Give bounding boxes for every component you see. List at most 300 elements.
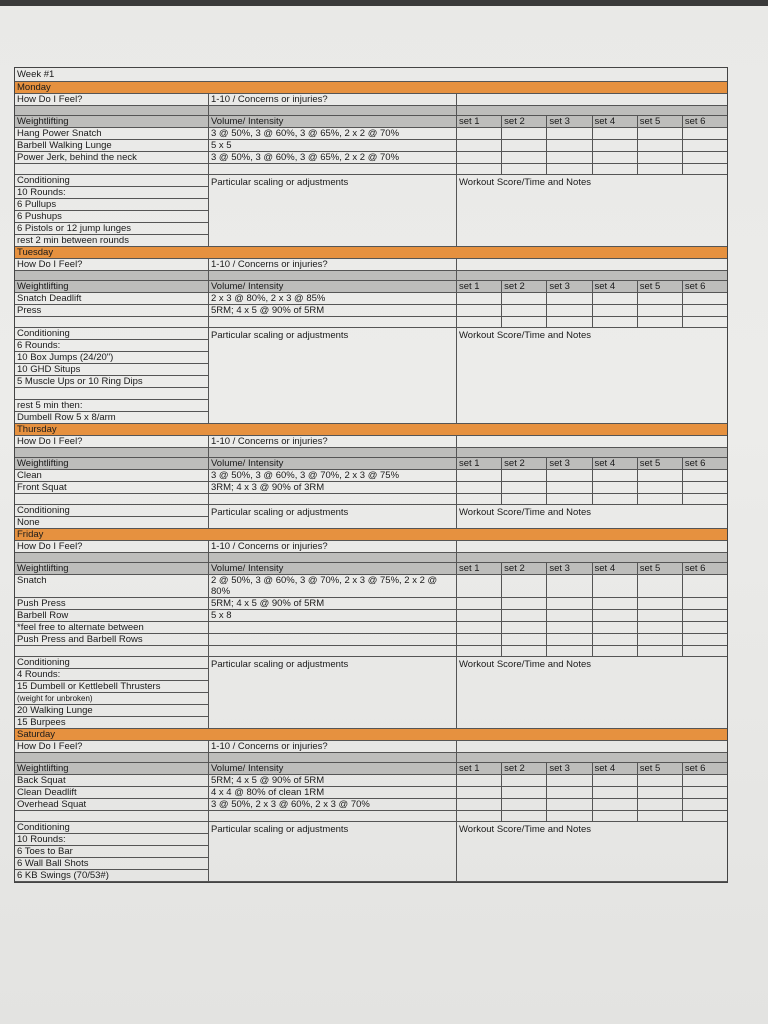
set-cell xyxy=(683,610,727,621)
spacer xyxy=(15,106,209,115)
feel-label: How Do I Feel? xyxy=(15,94,209,105)
conditioning-item: 10 Rounds: xyxy=(15,834,208,846)
feel-row xyxy=(15,259,727,271)
set-cell xyxy=(502,598,547,609)
set-cell: set 2 xyxy=(502,116,547,127)
spacer-row xyxy=(15,753,727,763)
set-cell xyxy=(638,634,683,645)
lift-name: Snatch xyxy=(15,575,209,597)
set-cell xyxy=(638,305,683,316)
lift-volume: 5RM; 4 x 5 @ 90% of 5RM xyxy=(209,598,457,609)
set-cell xyxy=(457,470,502,481)
spacer xyxy=(457,553,727,562)
set-cells xyxy=(457,799,727,810)
set-cell: set 3 xyxy=(547,116,592,127)
set-cells xyxy=(457,634,727,645)
feel-label: How Do I Feel? xyxy=(15,436,209,447)
conditioning-label: Conditioning xyxy=(15,505,208,517)
set-cell: set 2 xyxy=(502,563,547,574)
lift-name: Back Squat xyxy=(15,775,209,786)
set-cell xyxy=(683,164,727,174)
set-cell xyxy=(547,787,592,798)
set-cell xyxy=(683,634,727,645)
weightlifting-header xyxy=(15,458,727,470)
lift-name: Press xyxy=(15,305,209,316)
spacer xyxy=(15,753,209,762)
conditioning-block xyxy=(15,505,727,529)
set-cell xyxy=(638,140,683,151)
volume-label: Volume/ Intensity xyxy=(209,281,457,292)
set-cell xyxy=(593,799,638,810)
set-cell xyxy=(502,293,547,304)
conditioning-item: 15 Burpees xyxy=(17,717,66,728)
set-cell: set 2 xyxy=(502,281,547,292)
set-cell xyxy=(502,575,547,597)
set-cell xyxy=(547,152,592,163)
set-cell xyxy=(638,775,683,786)
conditioning-item: Dumbell Row 5 x 8/arm xyxy=(17,412,116,423)
concerns-label: 1-10 / Concerns or injuries? xyxy=(209,259,457,270)
lift-row xyxy=(15,787,727,799)
lift-row xyxy=(15,799,727,811)
conditioning-item: rest 2 min between rounds xyxy=(17,235,129,246)
weightlifting-header xyxy=(15,563,727,575)
feel-notes xyxy=(457,436,727,447)
concerns-label: 1-10 / Concerns or injuries? xyxy=(209,94,457,105)
scaling-label: Particular scaling or adjustments xyxy=(209,822,457,881)
set-cell xyxy=(547,646,592,656)
set-cells xyxy=(457,598,727,609)
conditioning-item: 4 Rounds: xyxy=(15,669,208,681)
set-cell xyxy=(638,598,683,609)
set-cell xyxy=(457,787,502,798)
empty xyxy=(209,164,457,174)
volume-label: Volume/ Intensity xyxy=(209,563,457,574)
conditioning-block xyxy=(15,657,727,729)
lift-row xyxy=(15,293,727,305)
set-cells xyxy=(457,575,727,597)
conditioning-item: 6 Pullups xyxy=(15,199,208,211)
spacer xyxy=(15,448,209,457)
set-cells xyxy=(457,763,727,774)
conditioning-item: 6 Pistols or 12 jump lunges xyxy=(15,223,208,235)
set-cell xyxy=(457,152,502,163)
set-cell xyxy=(593,152,638,163)
lift-row xyxy=(15,140,727,152)
lift-row xyxy=(15,152,727,164)
empty xyxy=(209,811,457,821)
spacer xyxy=(15,553,209,562)
conditioning-list xyxy=(15,822,209,881)
empty xyxy=(15,811,209,821)
lift-row xyxy=(15,622,727,634)
set-cell xyxy=(457,634,502,645)
spacer-row xyxy=(15,106,727,116)
set-cell: set 5 xyxy=(638,458,683,469)
conditioning-item: 15 Dumbell or Kettlebell Thrusters xyxy=(15,681,208,693)
set-cell xyxy=(547,494,592,504)
set-cell: set 2 xyxy=(502,458,547,469)
set-cell xyxy=(457,775,502,786)
set-cell xyxy=(593,575,638,597)
conditioning-item: 20 Walking Lunge xyxy=(15,705,208,717)
set-cell: set 5 xyxy=(638,763,683,774)
feel-notes xyxy=(457,94,727,105)
lift-name: *feel free to alternate between xyxy=(15,622,209,633)
set-cell xyxy=(457,140,502,151)
concerns-label: 1-10 / Concerns or injuries? xyxy=(209,741,457,752)
set-cells xyxy=(457,563,727,574)
scaling-label: Particular scaling or adjustments xyxy=(209,175,457,246)
feel-notes xyxy=(457,541,727,552)
spacer xyxy=(15,271,209,280)
conditioning-block xyxy=(15,175,727,247)
set-cell xyxy=(683,140,727,151)
set-cell xyxy=(502,317,547,327)
set-cells xyxy=(457,140,727,151)
set-cell: set 3 xyxy=(547,458,592,469)
set-cell xyxy=(457,164,502,174)
lift-volume: 3RM; 4 x 3 @ 90% of 3RM xyxy=(209,482,457,493)
weightlifting-label: Weightlifting xyxy=(15,281,209,292)
set-cell xyxy=(547,164,592,174)
set-cell xyxy=(638,646,683,656)
set-cell xyxy=(593,470,638,481)
set-cell: set 4 xyxy=(593,116,638,127)
set-cell xyxy=(683,787,727,798)
set-cell xyxy=(638,164,683,174)
conditioning-item: 5 Muscle Ups or 10 Ring Dips xyxy=(15,376,208,388)
set-cell xyxy=(638,470,683,481)
set-cell xyxy=(683,482,727,493)
scaling-label: Particular scaling or adjustments xyxy=(209,657,457,728)
lift-volume: 4 x 4 @ 80% of clean 1RM xyxy=(209,787,457,798)
lift-volume: 3 @ 50%, 2 x 3 @ 60%, 2 x 3 @ 70% xyxy=(209,799,457,810)
set-cell xyxy=(502,787,547,798)
set-cells xyxy=(457,494,727,504)
set-cell: set 1 xyxy=(457,281,502,292)
set-cell xyxy=(593,494,638,504)
lift-row-empty xyxy=(15,811,727,822)
set-cells xyxy=(457,775,727,786)
spacer xyxy=(209,106,457,115)
day-header-saturday: Saturday xyxy=(15,729,727,741)
set-cell xyxy=(502,494,547,504)
scaling-label: Particular scaling or adjustments xyxy=(209,505,457,528)
set-cell xyxy=(457,128,502,139)
weightlifting-label: Weightlifting xyxy=(15,458,209,469)
spacer xyxy=(209,753,457,762)
lift-row xyxy=(15,482,727,494)
spacer xyxy=(209,448,457,457)
weightlifting-label: Weightlifting xyxy=(15,116,209,127)
set-cell xyxy=(638,293,683,304)
score-label: Workout Score/Time and Notes xyxy=(459,659,591,670)
day-header-tuesday: Tuesday xyxy=(15,247,727,259)
set-cell xyxy=(457,293,502,304)
spacer xyxy=(457,753,727,762)
set-cell xyxy=(593,128,638,139)
conditioning-item: 10 Rounds: xyxy=(15,187,208,199)
set-cell xyxy=(593,598,638,609)
conditioning-item: 6 Pushups xyxy=(15,211,208,223)
set-cell xyxy=(593,811,638,821)
weightlifting-label: Weightlifting xyxy=(15,763,209,774)
spacer xyxy=(457,448,727,457)
set-cell xyxy=(638,482,683,493)
lift-volume: 3 @ 50%, 3 @ 60%, 3 @ 65%, 2 x 2 @ 70% xyxy=(209,128,457,139)
set-cells xyxy=(457,458,727,469)
spacer xyxy=(209,271,457,280)
conditioning-item: 10 Box Jumps (24/20") xyxy=(15,352,208,364)
set-cell xyxy=(502,634,547,645)
set-cell xyxy=(547,140,592,151)
weightlifting-header xyxy=(15,281,727,293)
set-cell xyxy=(593,305,638,316)
set-cells xyxy=(457,787,727,798)
conditioning-item: 6 Wall Ball Shots xyxy=(15,858,208,870)
set-cell xyxy=(638,610,683,621)
workout-log-table xyxy=(14,67,728,883)
set-cell xyxy=(457,646,502,656)
set-cell xyxy=(547,128,592,139)
set-cell xyxy=(638,575,683,597)
set-cell xyxy=(457,317,502,327)
set-cell: set 5 xyxy=(638,281,683,292)
set-cell xyxy=(593,622,638,633)
lift-name: Clean Deadlift xyxy=(15,787,209,798)
spacer-row xyxy=(15,553,727,563)
set-cell xyxy=(457,482,502,493)
set-cell xyxy=(502,482,547,493)
feel-row xyxy=(15,741,727,753)
set-cell: set 4 xyxy=(593,763,638,774)
score-label: Workout Score/Time and Notes xyxy=(459,177,591,188)
empty xyxy=(15,494,209,504)
set-cells xyxy=(457,281,727,292)
conditioning-list xyxy=(15,328,209,423)
conditioning-block xyxy=(15,328,727,424)
lift-name: Overhead Squat xyxy=(15,799,209,810)
set-cells xyxy=(457,293,727,304)
set-cell xyxy=(547,305,592,316)
set-cell xyxy=(457,575,502,597)
lift-name: Push Press and Barbell Rows xyxy=(15,634,209,645)
set-cell xyxy=(502,305,547,316)
top-edge xyxy=(0,0,768,6)
volume-label: Volume/ Intensity xyxy=(209,458,457,469)
set-cell xyxy=(547,575,592,597)
set-cell xyxy=(683,775,727,786)
set-cells xyxy=(457,128,727,139)
score-label: Workout Score/Time and Notes xyxy=(459,507,591,518)
score-label: Workout Score/Time and Notes xyxy=(459,330,591,341)
set-cell xyxy=(457,622,502,633)
lift-row-empty xyxy=(15,317,727,328)
feel-row xyxy=(15,436,727,448)
spacer xyxy=(457,106,727,115)
set-cell xyxy=(638,622,683,633)
set-cell xyxy=(547,482,592,493)
concerns-label: 1-10 / Concerns or injuries? xyxy=(209,436,457,447)
weightlifting-header xyxy=(15,116,727,128)
set-cell xyxy=(638,799,683,810)
lift-volume: 3 @ 50%, 3 @ 60%, 3 @ 65%, 2 x 2 @ 70% xyxy=(209,152,457,163)
conditioning-label: Conditioning xyxy=(15,822,208,834)
conditioning-item: 6 Toes to Bar xyxy=(15,846,208,858)
conditioning-item: (weight for unbroken) xyxy=(15,693,208,705)
lift-row xyxy=(15,128,727,140)
set-cell xyxy=(638,317,683,327)
lift-volume: 3 @ 50%, 3 @ 60%, 3 @ 70%, 2 x 3 @ 75% xyxy=(209,470,457,481)
set-cells xyxy=(457,152,727,163)
set-cell: set 5 xyxy=(638,563,683,574)
set-cells xyxy=(457,317,727,327)
set-cell xyxy=(547,598,592,609)
set-cells xyxy=(457,116,727,127)
set-cell xyxy=(502,140,547,151)
set-cell: set 6 xyxy=(684,281,706,292)
conditioning-item: 6 KB Swings (70/53#) xyxy=(17,870,109,881)
week-title: Week #1 xyxy=(15,68,727,82)
set-cell: set 3 xyxy=(547,763,592,774)
set-cells xyxy=(457,470,727,481)
lift-name: Barbell Row xyxy=(15,610,209,621)
set-cell xyxy=(502,610,547,621)
score-label: Workout Score/Time and Notes xyxy=(459,824,591,835)
set-cell xyxy=(593,775,638,786)
set-cell xyxy=(638,128,683,139)
set-cell xyxy=(502,164,547,174)
set-cell xyxy=(547,799,592,810)
volume-label: Volume/ Intensity xyxy=(209,763,457,774)
set-cell: set 1 xyxy=(457,563,502,574)
lift-name: Snatch Deadlift xyxy=(15,293,209,304)
set-cell: set 1 xyxy=(457,116,502,127)
set-cell xyxy=(683,811,727,821)
set-cell xyxy=(502,152,547,163)
set-cells xyxy=(457,610,727,621)
lift-row xyxy=(15,470,727,482)
lift-volume: 5RM; 4 x 5 @ 90% of 5RM xyxy=(209,775,457,786)
set-cell xyxy=(593,140,638,151)
set-cells xyxy=(457,646,727,656)
set-cells xyxy=(457,622,727,633)
set-cell: set 6 xyxy=(684,116,706,127)
set-cell: set 1 xyxy=(457,763,502,774)
conditioning-list xyxy=(15,505,209,528)
set-cell: set 6 xyxy=(684,563,706,574)
set-cell xyxy=(683,646,727,656)
spacer xyxy=(209,553,457,562)
lift-row-empty xyxy=(15,494,727,505)
set-cell xyxy=(683,293,727,304)
set-cell xyxy=(547,317,592,327)
feel-notes xyxy=(457,741,727,752)
conditioning-label: Conditioning xyxy=(15,657,208,669)
empty xyxy=(209,646,457,656)
set-cell xyxy=(638,787,683,798)
set-cell xyxy=(502,470,547,481)
lift-volume: 5RM; 4 x 5 @ 90% of 5RM xyxy=(209,305,457,316)
set-cell xyxy=(593,164,638,174)
lift-volume: 2 @ 50%, 3 @ 60%, 3 @ 70%, 2 x 3 @ 75%, 2 x 2 @ 80% xyxy=(209,575,457,597)
lift-name: Power Jerk, behind the neck xyxy=(15,152,209,163)
set-cell xyxy=(683,575,727,597)
set-cells xyxy=(457,811,727,821)
lift-volume xyxy=(209,622,457,633)
set-cell xyxy=(593,634,638,645)
lift-row xyxy=(15,610,727,622)
lift-row-empty xyxy=(15,646,727,657)
set-cell xyxy=(502,646,547,656)
set-cell xyxy=(547,811,592,821)
set-cell xyxy=(683,598,727,609)
set-cell xyxy=(593,646,638,656)
set-cell xyxy=(547,610,592,621)
empty xyxy=(209,317,457,327)
set-cell xyxy=(683,622,727,633)
day-header-thursday: Thursday xyxy=(15,424,727,436)
lift-volume xyxy=(209,634,457,645)
set-cell xyxy=(547,775,592,786)
set-cell xyxy=(638,494,683,504)
set-cell xyxy=(547,293,592,304)
spacer xyxy=(457,271,727,280)
set-cell: set 4 xyxy=(593,458,638,469)
set-cell xyxy=(638,811,683,821)
day-header-monday: Monday xyxy=(15,82,727,94)
conditioning-label: Conditioning xyxy=(15,328,208,340)
set-cell xyxy=(593,787,638,798)
lift-row xyxy=(15,634,727,646)
set-cell xyxy=(502,799,547,810)
set-cell: set 6 xyxy=(684,458,706,469)
set-cells xyxy=(457,305,727,316)
lift-row xyxy=(15,598,727,610)
weightlifting-header xyxy=(15,763,727,775)
set-cell xyxy=(457,598,502,609)
empty xyxy=(15,646,209,656)
set-cell xyxy=(683,494,727,504)
lift-name: Clean xyxy=(15,470,209,481)
volume-label: Volume/ Intensity xyxy=(209,116,457,127)
set-cell xyxy=(502,622,547,633)
feel-row xyxy=(15,94,727,106)
set-cell xyxy=(502,128,547,139)
set-cell: set 5 xyxy=(638,116,683,127)
set-cell: set 1 xyxy=(457,458,502,469)
set-cell xyxy=(457,305,502,316)
set-cell xyxy=(593,293,638,304)
conditioning-item: rest 5 min then: xyxy=(15,400,208,412)
set-cells xyxy=(457,164,727,174)
spacer-row xyxy=(15,448,727,458)
set-cell xyxy=(457,799,502,810)
set-cell xyxy=(547,622,592,633)
set-cell: set 3 xyxy=(547,563,592,574)
empty xyxy=(15,317,209,327)
day-header-friday: Friday xyxy=(15,529,727,541)
lift-row xyxy=(15,305,727,317)
set-cell xyxy=(683,305,727,316)
set-cell xyxy=(593,317,638,327)
lift-name: Push Press xyxy=(15,598,209,609)
feel-label: How Do I Feel? xyxy=(15,259,209,270)
set-cells xyxy=(457,482,727,493)
feel-label: How Do I Feel? xyxy=(15,541,209,552)
feel-label: How Do I Feel? xyxy=(15,741,209,752)
